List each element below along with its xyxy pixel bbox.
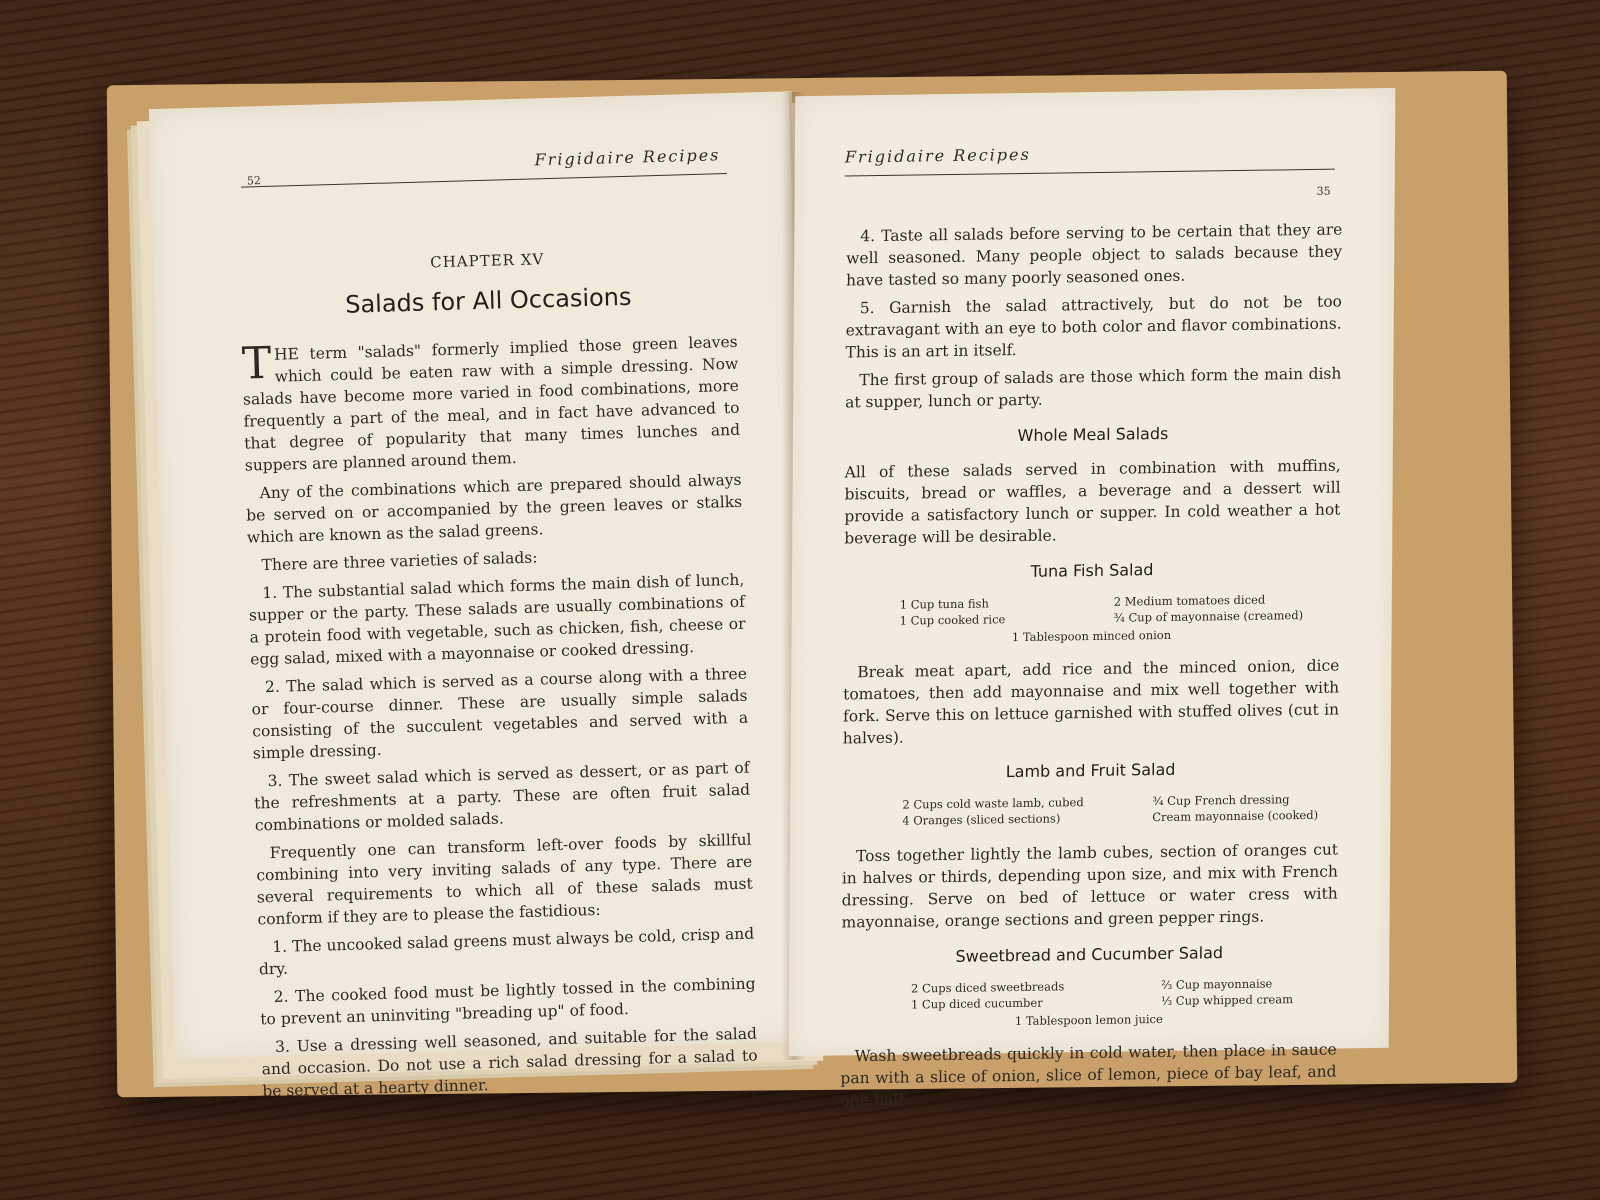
list-item: 2. The salad which is served as a course along with a three or four-course dinner. These are usually simple salads consisting of the succulent vegetables and served with a simple dressing. <box>251 664 749 763</box>
list-item: 2. The cooked food must be lightly tossed in the combining to prevent an uninviting "breading up" of food. <box>260 974 756 1029</box>
ingredient: 4 Oranges (sliced sections) <box>902 811 1061 828</box>
recipe-title: Sweetbread and Cucumber Salad <box>955 943 1224 966</box>
left-running-head: Frigidaire Recipes <box>534 145 721 170</box>
ingredient-list <box>843 591 1339 650</box>
list-item: 4. Taste all salads before serving to be certain that they are well seasoned. Many people object to salads because they have tasted so many poorly seasoned ones. <box>845 220 1343 290</box>
ingredient-column-right <box>1152 791 1318 825</box>
list-item: 5. Garnish the salad attractively, but do not be too extravagant with an eye to both color and flavor combinations. This is an art in itself. <box>845 292 1342 362</box>
ingredient: 1 Cup cooked rice <box>899 612 1006 628</box>
right-header-rule <box>845 169 1335 177</box>
paragraph: The first group of salads are those which form the main dish at supper, lunch or party. <box>845 364 1342 412</box>
recipe-title: Lamb and Fruit Salad <box>1005 759 1176 782</box>
list-item: 3. The sweet salad which is served as dessert, or as part of the refreshments at a party. These are often fruit salad combinations or molded salads. <box>254 758 751 835</box>
ingredient-column-right <box>1114 591 1304 626</box>
right-running-head: Frigidaire Recipes <box>844 144 1031 167</box>
section-paragraph: All of these salads served in combination with muffins, biscuits, bread or waffles, a beverage and a dessert will provide a satisfactory lunch or supper. In cold weather a hot beverage will be desirable. <box>844 456 1341 548</box>
ingredient: 1 Tablespoon lemon juice <box>1014 1011 1163 1029</box>
ingredient: ⅓ Cup whipped cream <box>1160 992 1294 1008</box>
paragraph: Frequently one can transform left-over foods by skillful combining into very inviting salads of any type. There are several requirements to which all of these salads must conform if they are to please the fastidious: <box>256 830 753 929</box>
right-page-number: 35 <box>1316 184 1331 198</box>
right-page <box>789 88 1396 1110</box>
list-item: 1. The uncooked salad greens must always be cold, crisp and dry. <box>258 924 755 979</box>
recipe-title: Tuna Fish Salad <box>1030 560 1154 581</box>
ingredient: ¾ Cup French dressing <box>1152 792 1290 809</box>
intro-paragraph-text: HE term "salads" formerly implied those green leaves which could be eaten raw with a simple dressing. Now salads have become more varied in food combinations, more frequently a part of the meal, and in fact have advanced to that degree of popularity that many times lunches and suppers are planned around them. <box>242 332 741 475</box>
section-heading: Whole Meal Salads <box>1017 423 1169 446</box>
ingredient-list <box>841 975 1337 1034</box>
ingredient: 1 Cup diced cucumber <box>910 995 1043 1012</box>
recipe-directions: Toss together lightly the lamb cubes, section of oranges cut in halves or thirds, depending upon size, and mix with French dressing. Serve on bed of lettuce or water cress with mayonnaise, orange sections and green pepper rings. <box>841 840 1339 932</box>
ingredient: 2 Medium tomatoes diced <box>1113 592 1266 609</box>
ingredient: 2 Cups diced sweetbreads <box>911 979 1065 996</box>
dropcap: T <box>241 337 273 390</box>
ingredient: ¾ Cup of mayonnaise (creamed) <box>1113 608 1304 625</box>
left-header-rule <box>241 173 727 188</box>
left-page-number: 52 <box>246 174 262 188</box>
ingredient-list <box>842 791 1338 834</box>
list-item: 1. The substantial salad which forms the main dish of lunch, supper or the party. These salads are usually combinations of a protein food with vegetable, such as chicken, fish, cheese or egg salad, mixed with a mayonnaise or cooked dressing. <box>248 570 746 669</box>
paragraph: Any of the combinations which are prepared should always be served on or accompanied by the green leaves or stalks which are known as the salad greens. <box>245 470 743 547</box>
ingredient-column-left <box>911 978 1064 1012</box>
ingredient-column-right <box>1161 975 1293 1009</box>
recipe-directions: Wash sweetbreads quickly in cold water, then place in sauce pan with a slice of onion, slice of lemon, piece of bay leaf, and one-half <box>840 1040 1337 1110</box>
ingredient: 1 Tablespoon minced onion <box>1011 627 1172 645</box>
ingredient: 1 Cup tuna fish <box>899 596 989 612</box>
chapter-title: Salads for All Occasions <box>344 282 632 319</box>
ingredient: ⅔ Cup mayonnaise <box>1161 976 1273 992</box>
paragraph: There are three varieties of salads: <box>261 548 538 575</box>
intro-paragraph <box>241 331 740 477</box>
chapter-heading: CHAPTER XV <box>429 250 545 272</box>
right-page-content <box>840 219 1342 1118</box>
ingredient: 2 Cups cold waste lamb, cubed <box>902 795 1084 812</box>
recipe-directions: Break meat apart, add rice and the minced onion, dice tomatoes, then add mayonnaise and mix well together with fork. Serve this on lettuce garnished with stuffed olives (cut in halves). <box>842 656 1340 748</box>
ingredient-column-left <box>900 595 1006 628</box>
left-page-content <box>239 243 759 1109</box>
list-item: 3. Use a dressing well seasoned, and suitable for the salad and occasion. Do not use a rich salad dressing for a salad to be served at a hearty dinner. <box>261 1024 758 1101</box>
ingredient: Cream mayonnaise (cooked) <box>1152 807 1319 825</box>
left-page <box>149 91 818 1101</box>
ingredient-column-left <box>902 794 1084 829</box>
